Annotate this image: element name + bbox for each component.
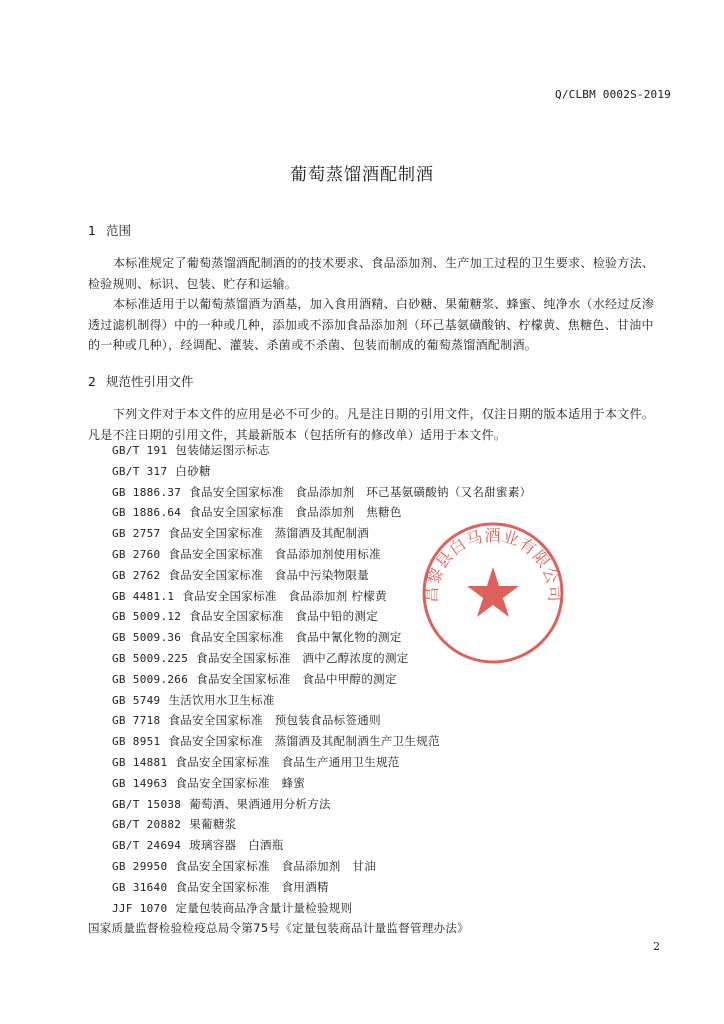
reference-item bbox=[112, 482, 531, 503]
reference-item bbox=[112, 898, 531, 919]
paragraph-line: 检验规则、标识、包装、贮存和运输。 bbox=[88, 276, 298, 291]
reference-item bbox=[112, 690, 531, 711]
reference-code: GB/T 317 bbox=[112, 464, 168, 478]
section-1-body bbox=[88, 253, 674, 356]
reference-item bbox=[112, 835, 531, 856]
reference-name: 葡萄酒、果酒通用分析方法 bbox=[189, 796, 331, 811]
page-number: 2 bbox=[653, 940, 660, 953]
reference-code: GB 1886.64 bbox=[112, 506, 182, 520]
reference-item bbox=[112, 794, 531, 815]
reference-code: GB 5009.12 bbox=[112, 610, 182, 624]
reference-name: 包装储运图示标志 bbox=[175, 443, 270, 457]
reference-name: 果葡糖浆 bbox=[189, 817, 237, 832]
reference-name: 国家质量监督检验检疫总局令第75号《定量包装商品计量监督管理办法》 bbox=[88, 921, 470, 936]
reference-code: GB 2760 bbox=[112, 547, 161, 561]
reference-code: GB 29950 bbox=[112, 859, 168, 873]
svg-text:昌黎县白马酒业有限公司: 昌黎县白马酒业有限公司 bbox=[421, 525, 565, 604]
reference-code: GB 7718 bbox=[112, 714, 161, 728]
reference-name: 定量包装商品净含量计量检验规则 bbox=[175, 900, 353, 915]
reference-name: 白砂糖 bbox=[175, 463, 211, 478]
standard-code: Q/CLBM 0002S-2019 bbox=[555, 88, 671, 101]
reference-code: GB 8951 bbox=[112, 735, 161, 749]
reference-item bbox=[112, 669, 531, 690]
reference-code: GB 1886.37 bbox=[112, 485, 182, 499]
reference-item bbox=[112, 877, 531, 898]
reference-name: 食品安全国家标准 蒸馏酒及其配制酒生产卫生规范 bbox=[168, 734, 440, 749]
section-1-title: 范围 bbox=[106, 223, 132, 238]
paragraph-line: 本标准规定了葡萄蒸馏酒配制酒的的技术要求、食品添加剂、生产加工过程的卫生要求、检验方法、 bbox=[113, 256, 655, 270]
reference-name: 食品安全国家标准 食品中铅的测定 bbox=[189, 609, 379, 624]
reference-item bbox=[112, 856, 531, 877]
reference-item bbox=[112, 773, 531, 794]
reference-name: 食品安全国家标准 蒸馏酒及其配制酒 bbox=[168, 526, 370, 541]
reference-code: GB 5009.225 bbox=[112, 651, 189, 665]
reference-item bbox=[112, 710, 531, 731]
reference-item bbox=[112, 731, 531, 752]
section-2-heading bbox=[88, 372, 194, 390]
reference-name: 食品安全国家标准 预包装食品标签通则 bbox=[168, 713, 381, 728]
reference-code: GB/T 15038 bbox=[112, 797, 182, 811]
reference-name: 食品安全国家标准 蜂蜜 bbox=[175, 775, 306, 790]
reference-code: GB 5749 bbox=[112, 693, 161, 707]
reference-code: GB 5009.36 bbox=[112, 631, 182, 645]
reference-name: 食品安全国家标准 食品添加剂 焦糖色 bbox=[189, 505, 402, 520]
reference-name: 食品安全国家标准 酒中乙醇浓度的测定 bbox=[196, 650, 409, 665]
reference-code: JJF 1070 bbox=[112, 901, 168, 915]
paragraph-line: 下列文件对于本文件的应用是必不可少的。凡是注日期的引用文件，仅注日期的版本适用于本文件。 bbox=[113, 407, 655, 421]
reference-code: GB 14963 bbox=[112, 776, 168, 790]
reference-item bbox=[112, 752, 531, 773]
reference-name: 食品安全国家标准 食品生产通用卫生规范 bbox=[175, 754, 400, 769]
reference-code: GB 2762 bbox=[112, 568, 161, 582]
document-title: 葡萄蒸馏酒配制酒 bbox=[290, 165, 434, 185]
reference-item bbox=[112, 461, 531, 482]
section-1-number: 1 bbox=[88, 223, 96, 238]
reference-code: GB 5009.266 bbox=[112, 672, 189, 686]
reference-name: 玻璃容器 白酒瓶 bbox=[189, 838, 284, 853]
reference-name: 食品安全国家标准 食用酒精 bbox=[175, 879, 329, 894]
section-2-body bbox=[88, 404, 674, 445]
paragraph-line: 的一种或几种），经调配、灌装、杀菌或不杀菌、包装而制成的葡萄蒸馏酒配制酒。 bbox=[88, 338, 538, 352]
reference-code: GB 14881 bbox=[112, 755, 168, 769]
reference-item-decree bbox=[88, 918, 531, 939]
company-seal-stamp bbox=[420, 520, 566, 666]
section-2-number: 2 bbox=[88, 374, 96, 389]
reference-code: GB 4481.1 bbox=[112, 589, 175, 603]
reference-name: 食品安全国家标准 食品中污染物限量 bbox=[168, 567, 370, 582]
reference-item bbox=[112, 814, 531, 835]
reference-item bbox=[112, 440, 531, 461]
reference-name: 食品安全国家标准 食品添加剂 柠檬黄 bbox=[182, 588, 387, 603]
reference-name: 食品安全国家标准 食品添加剂 甘油 bbox=[175, 858, 376, 873]
reference-code: GB/T 191 bbox=[112, 444, 168, 457]
reference-code: GB 31640 bbox=[112, 880, 168, 894]
paragraph-line: 凡是不注日期的引用文件，其最新版本（包括所有的修改单）适用于本文件。 bbox=[88, 427, 507, 442]
reference-code: GB 2757 bbox=[112, 527, 161, 541]
section-2-title: 规范性引用文件 bbox=[106, 374, 194, 389]
reference-code: GB/T 24694 bbox=[112, 839, 182, 853]
reference-name: 食品安全国家标准 食品添加剂使用标准 bbox=[168, 546, 381, 561]
paragraph-line: 透过滤机制得）中的一种或几种，添加或不添加食品添加剂（环己基氨磺酸钠、柠檬黄、焦糖色、甘油中 bbox=[88, 317, 654, 332]
reference-name: 食品安全国家标准 食品中氰化物的测定 bbox=[189, 630, 402, 645]
reference-name: 食品安全国家标准 食品添加剂 环己基氨磺酸钠（又名甜蜜素） bbox=[189, 484, 532, 499]
reference-code: GB/T 20882 bbox=[112, 818, 182, 832]
section-1-heading bbox=[88, 221, 131, 239]
reference-list bbox=[88, 440, 532, 939]
paragraph-line: 本标准适用于以葡萄蒸馏酒为酒基，加入食用酒精、白砂糖、果葡糖浆、蜂蜜、纯净水（水经过反渗 bbox=[113, 297, 655, 311]
reference-name: 食品安全国家标准 食品中甲醇的测定 bbox=[196, 671, 397, 686]
reference-name: 生活饮用水卫生标准 bbox=[168, 692, 275, 707]
